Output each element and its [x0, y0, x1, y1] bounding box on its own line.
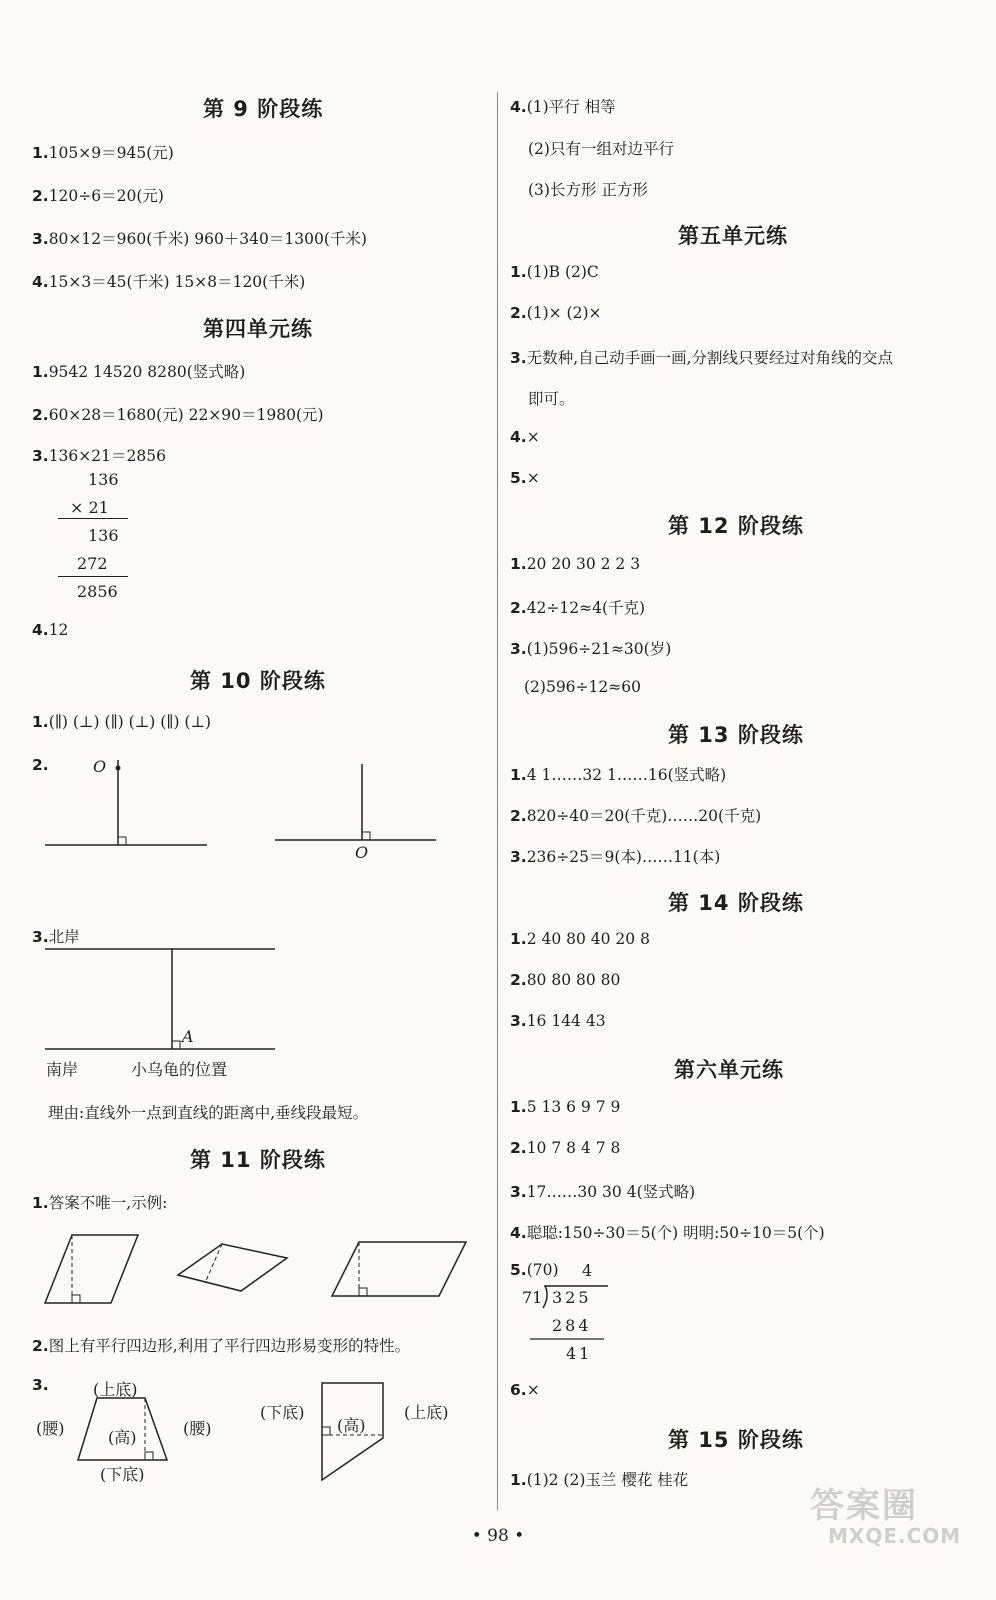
- answer-line: 3.: [32, 1376, 49, 1394]
- answer-line: 1.2 40 80 40 20 8: [510, 930, 650, 948]
- answer-line: 2.820÷40＝20(千克)……20(千克): [510, 807, 762, 825]
- vertical-partial-1: 136: [88, 526, 119, 545]
- left-column: [0, 0, 490, 1600]
- column-divider: [497, 92, 498, 1510]
- division-divisor: 71: [522, 1288, 543, 1307]
- answer-line: 4.(1)平行 相等: [510, 98, 616, 116]
- answer-line: 1.(1)2 (2)玉兰 樱花 桂花: [510, 1471, 689, 1489]
- answer-line: 2.图上有平行四边形,利用了平行四边形易变形的特性。: [32, 1337, 411, 1355]
- heading-unit-5: 第五单元练: [678, 224, 788, 248]
- trapezoid-bottom-base-label: (下底): [100, 1465, 145, 1484]
- answer-line: 3.北岸: [32, 928, 80, 946]
- trapezoid-leg-label: (腰): [183, 1419, 212, 1438]
- vertical-result: 2856: [77, 582, 118, 601]
- trapezoid-leg-label: (腰): [36, 1419, 65, 1438]
- heading-stage-11: 第 11 阶段练: [190, 1148, 326, 1172]
- division-remainder: 41: [566, 1344, 593, 1363]
- answer-line: 1.(1)B (2)C: [510, 263, 599, 281]
- watermark-logo: [810, 1478, 962, 1548]
- answer-line: 6.×: [510, 1381, 540, 1399]
- point-o-label: O: [93, 757, 107, 776]
- answer-line: 2.: [32, 756, 49, 774]
- answer-line: 3.80×12＝960(千米) 960＋340＝1300(千米): [32, 230, 367, 248]
- answer-line: 1.5 13 6 9 7 9: [510, 1098, 621, 1116]
- answer-line: 4.聪聪:150÷30＝5(个) 明明:50÷10＝5(个): [510, 1224, 825, 1242]
- turtle-position-label: 小乌龟的位置: [131, 1060, 228, 1079]
- answer-line: 3.16 144 43: [510, 1012, 606, 1030]
- point-o-label: O: [355, 843, 369, 862]
- answer-line: 1.20 20 30 2 2 3: [510, 555, 641, 573]
- heading-stage-15: 第 15 阶段练: [668, 1428, 804, 1452]
- vertical-partial-2: 272: [77, 554, 108, 573]
- answer-line: (2)只有一组对边平行: [528, 140, 674, 158]
- division-quotient: 4: [582, 1261, 593, 1280]
- answer-line: 4.12: [32, 621, 69, 639]
- trapezoid-height-label: (高): [337, 1416, 366, 1435]
- heading-stage-10: 第 10 阶段练: [190, 669, 326, 693]
- answer-line: 2.60×28＝1680(元) 22×90＝1980(元): [32, 406, 324, 424]
- watermark-text: 答案圈: [810, 1486, 918, 1526]
- heading-stage-13: 第 13 阶段练: [668, 723, 804, 747]
- answer-line: 1.9542 14520 8280(竖式略): [32, 363, 246, 381]
- point-a-label: A: [182, 1027, 194, 1046]
- answer-line: 2.(1)× (2)×: [510, 304, 602, 322]
- watermark-url: MXQE.COM: [828, 1524, 962, 1548]
- answer-line: 2.120÷6＝20(元): [32, 187, 164, 205]
- answer-line: 1.4 1……32 1……16(竖式略): [510, 766, 727, 784]
- south-bank-label: 南岸: [46, 1060, 79, 1079]
- answer-line: 5.×: [510, 469, 540, 487]
- trapezoid-top-base-label: (上底): [93, 1380, 138, 1399]
- answer-line: 5.(70): [510, 1261, 559, 1279]
- answer-line: 3.136×21＝2856: [32, 447, 166, 465]
- vertical-multiplicand: 136: [88, 470, 119, 489]
- perpendicular-figures: [0, 0, 490, 1600]
- answer-line: 3.(1)596÷21≈30(岁): [510, 640, 672, 658]
- heading-unit-4: 第四单元练: [203, 317, 313, 341]
- answer-line: 4.15×3＝45(千米) 15×8＝120(千米): [32, 273, 306, 291]
- answer-line: 1.(∥) (⊥) (∥) (⊥) (∥) (⊥): [32, 713, 212, 731]
- answer-line: 1.105×9＝945(元): [32, 144, 174, 162]
- division-subtrahend: 284: [552, 1316, 592, 1335]
- trapezoid-top-base-label: (上底): [404, 1403, 449, 1422]
- answer-line: 2.10 7 8 4 7 8: [510, 1139, 621, 1157]
- answer-line: 3.无数种,自己动手画一画,分割线只要经过对角线的交点: [510, 349, 894, 367]
- answer-line: (2)596÷12≈60: [524, 678, 641, 696]
- trapezoid-bottom-base-label: (下底): [260, 1403, 305, 1422]
- answer-line: 3.17……30 30 4(竖式略): [510, 1183, 696, 1201]
- answer-line: 4.×: [510, 428, 540, 446]
- answer-line: (3)长方形 正方形: [528, 181, 648, 199]
- right-column: [500, 0, 996, 1600]
- heading-stage-9: 第 9 阶段练: [203, 97, 324, 121]
- heading-stage-12: 第 12 阶段练: [668, 514, 804, 538]
- trapezoid-height-label: (高): [108, 1428, 137, 1447]
- heading-unit-6: 第六单元练: [674, 1058, 784, 1082]
- answer-line: 2.42÷12≈4(千克): [510, 599, 646, 617]
- answer-line: 3.236÷25＝9(本)……11(本): [510, 848, 721, 866]
- answer-line: 即可。: [528, 390, 575, 408]
- reason-text: 理由:直线外一点到直线的距离中,垂线段最短。: [48, 1104, 369, 1122]
- vertical-multiplier: × 21: [70, 498, 109, 517]
- heading-stage-14: 第 14 阶段练: [668, 891, 804, 915]
- answer-line: 2.80 80 80 80: [510, 971, 621, 989]
- page-number: • 98 •: [471, 1526, 525, 1546]
- division-dividend: 325: [552, 1288, 592, 1307]
- answer-line: 1.答案不唯一,示例:: [32, 1194, 168, 1212]
